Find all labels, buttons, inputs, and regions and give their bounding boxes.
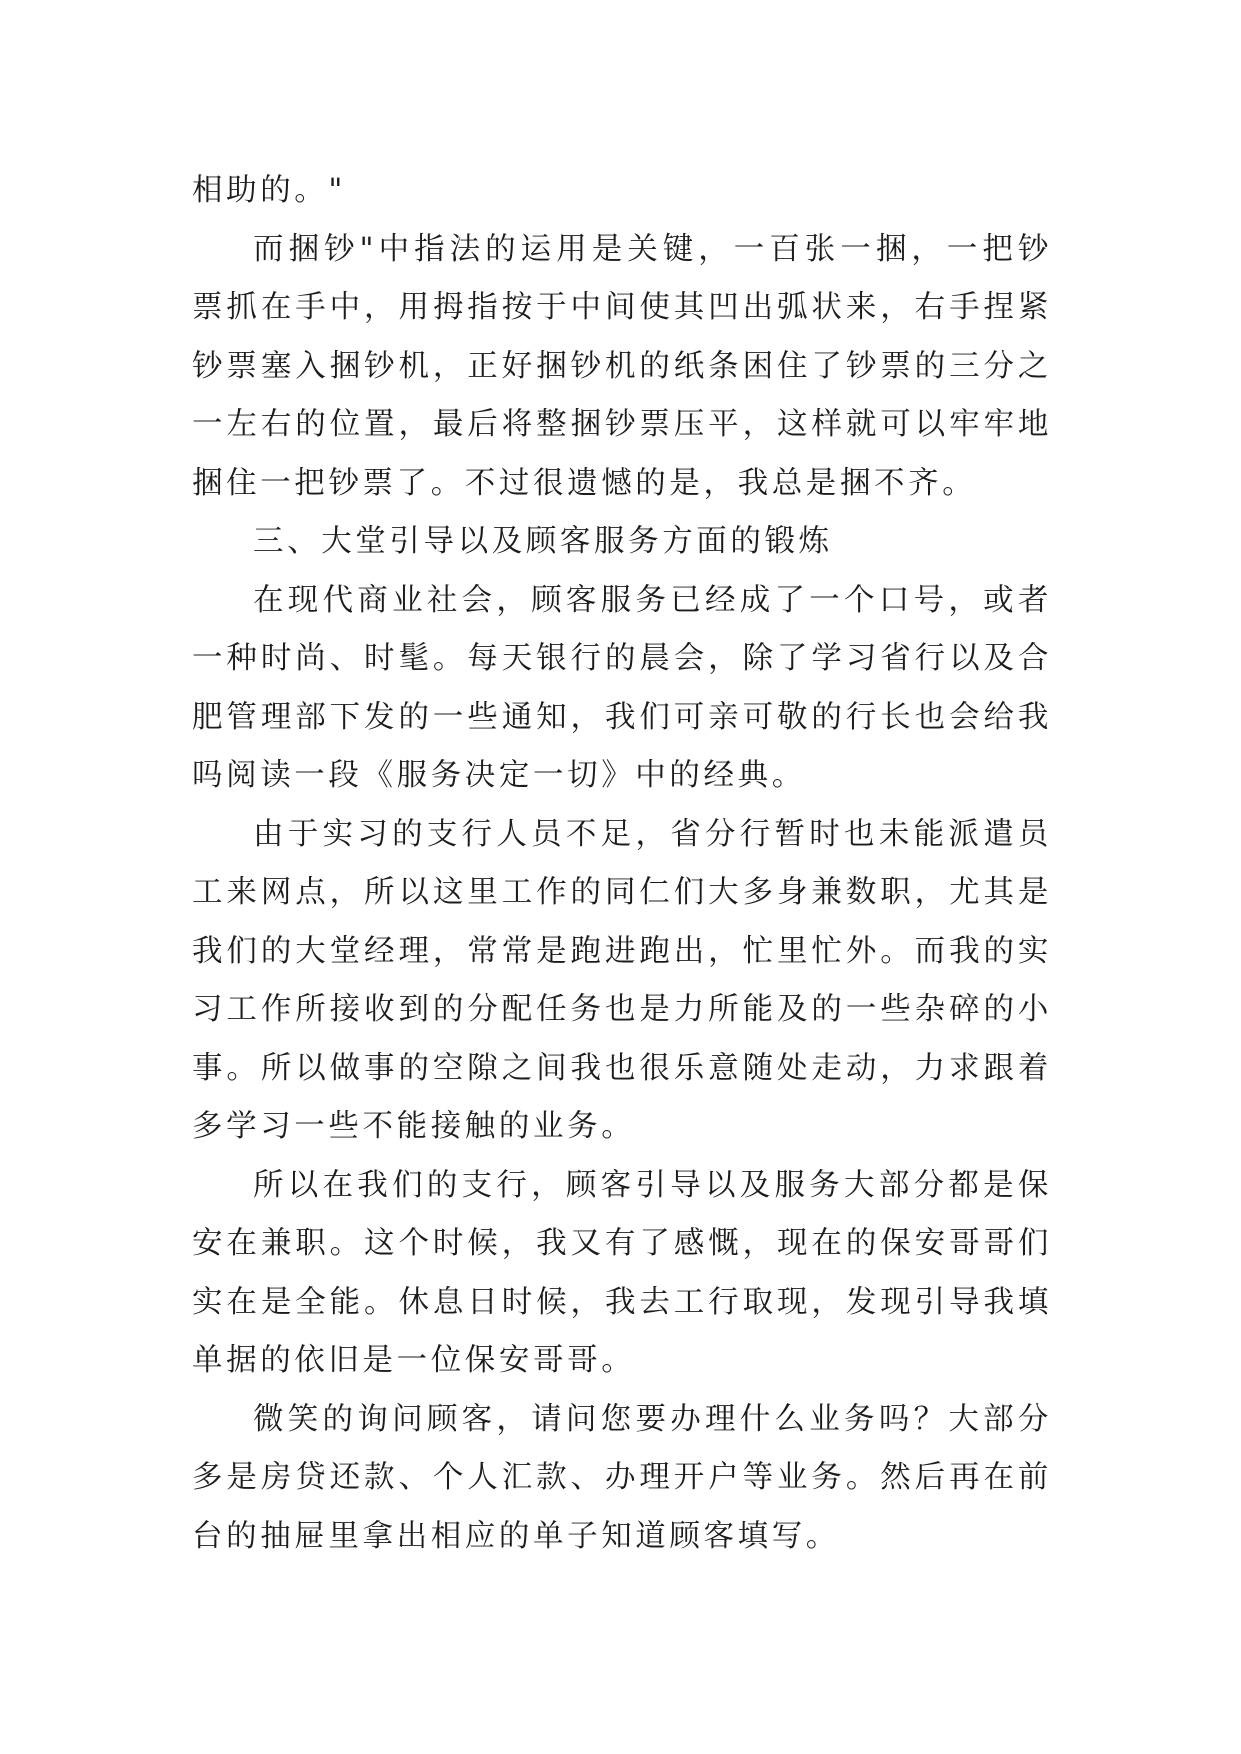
paragraph-greeting-customers: 微笑的询问顾客，请问您要办理什么业务吗？大部分多是房贷还款、个人汇款、办理开户等业务。然后再在前台的抽屉里拿出相应的单子知道顾客填写。 xyxy=(192,1401,1052,1554)
document-body xyxy=(192,162,1052,1566)
paragraph-staffing: 由于实习的支行人员不足，省分行暂时也未能派遣员工来网点，所以这里工作的同仁们大多身兼数职，尤其是我们的大堂经理，常常是跑进跑出，忙里忙外。而我的实习工作所接收到的分配任务也是力所能及的一些杂碎的小事。所以做事的空隙之间我也很乐意随处走动，力求跟着多学习一些不能接触的业务。 xyxy=(192,816,1052,1144)
paragraph-continuation: 相助的。" xyxy=(192,173,347,208)
paragraph-security-guards: 所以在我们的支行，顾客引导以及服务大部分都是保安在兼职。这个时候，我又有了感慨，现在的保安哥哥们实在是全能。休息日时候，我去工行取现，发现引导我填单据的依旧是一位保安哥哥。 xyxy=(192,1167,1052,1378)
paragraph-bundling: 而捆钞"中指法的运用是关键，一百张一捆，一把钞票抓在手中，用拇指按于中间使其凹出弧状来，右手捏紧钞票塞入捆钞机，正好捆钞机的纸条困住了钞票的三分之一左右的位置，最后将整捆钞票压平，这样就可以牢牢地捆住一把钞票了。不过很遗憾的是，我总是捆不齐。 xyxy=(192,231,1052,501)
section-heading-3: 三、大堂引导以及顾客服务方面的锻炼 xyxy=(253,524,833,559)
paragraph-customer-service: 在现代商业社会，顾客服务已经成了一个口号，或者一种时尚、时髦。每天银行的晨会，除了学习省行以及合肥管理部下发的一些通知，我们可亲可敬的行长也会给我吗阅读一段《服务决定一切》中的经典。 xyxy=(192,582,1052,793)
